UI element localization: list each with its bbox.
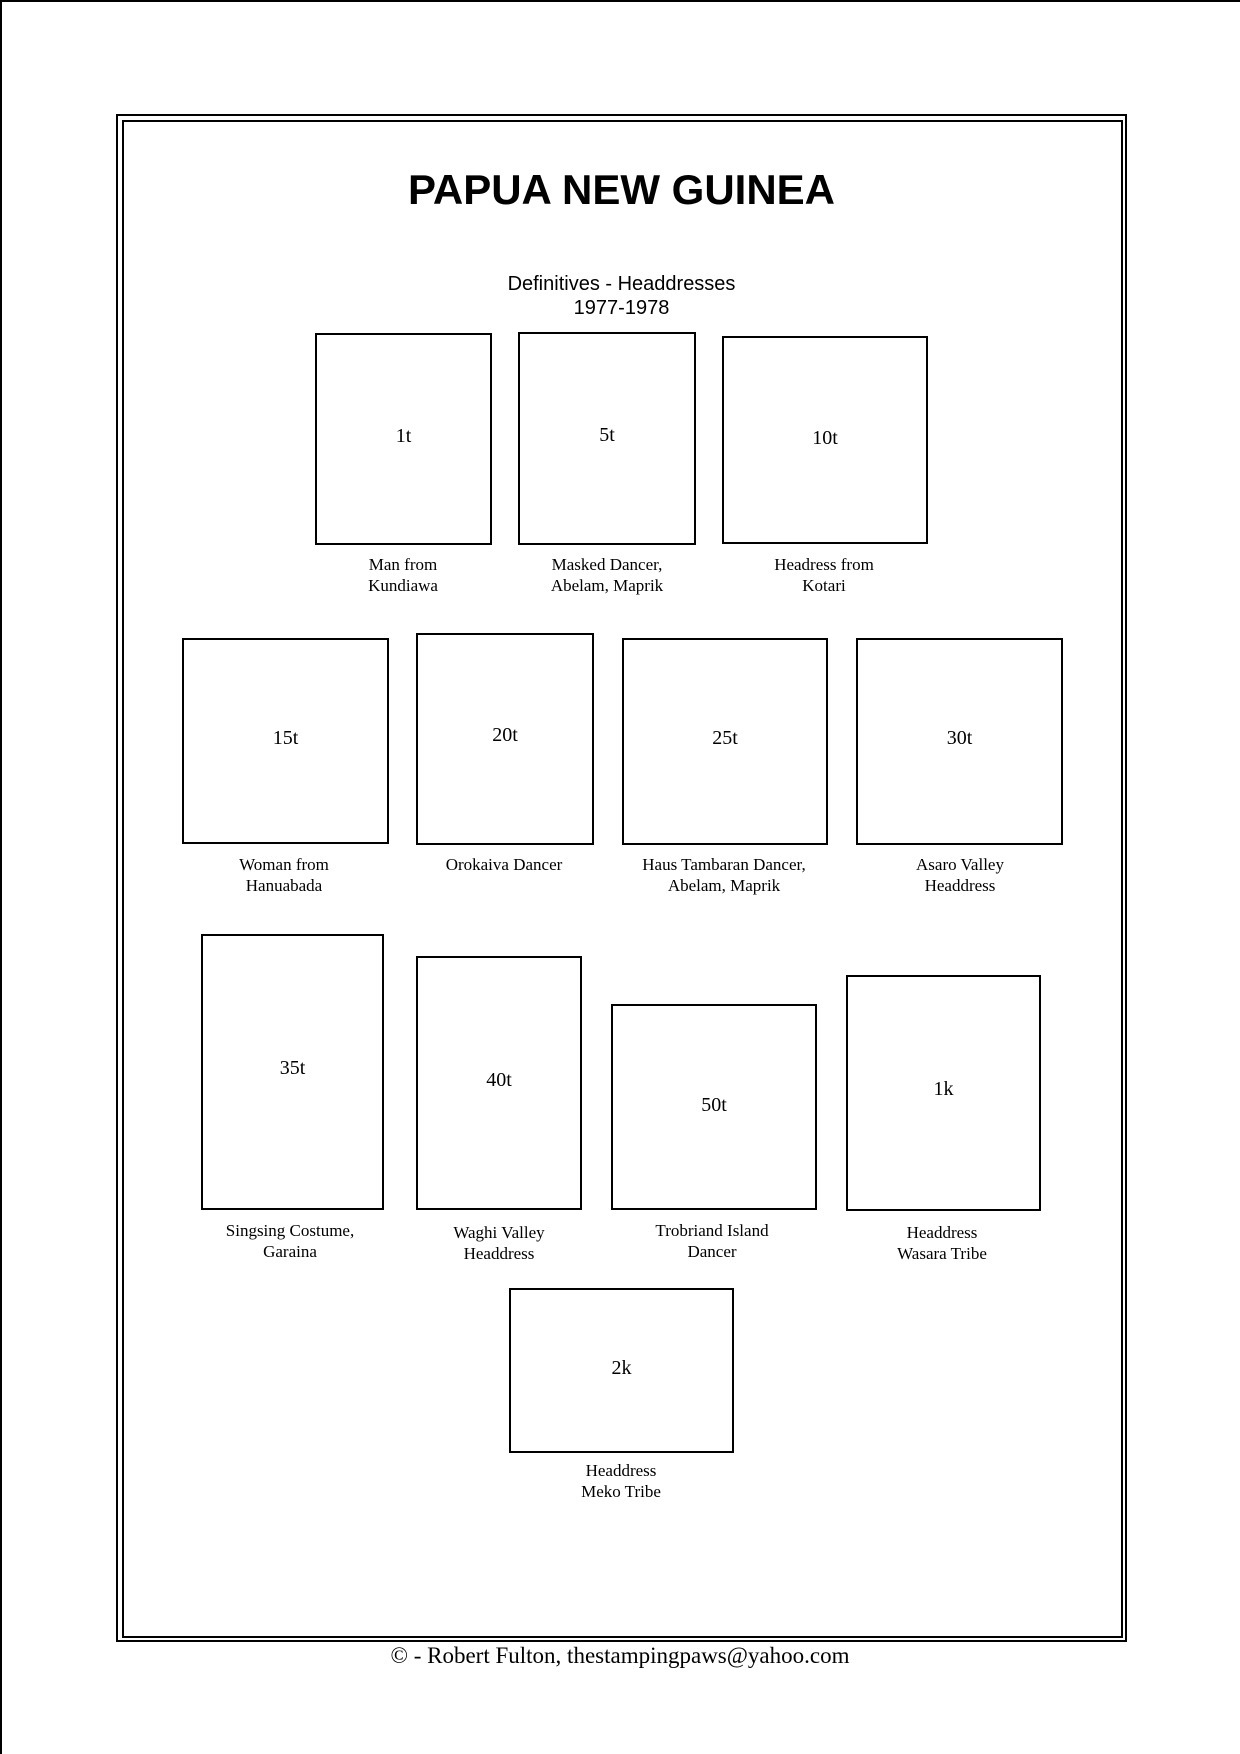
set-title: Definitives - Headdresses bbox=[507, 273, 736, 295]
copyright-footer: © - Robert Fulton, thestampingpaws@yahoo.com bbox=[390, 1643, 850, 1668]
caption-line: Kotari bbox=[802, 576, 846, 595]
set-years: 1977-1978 bbox=[573, 297, 670, 319]
stamp-denomination: 5t bbox=[599, 424, 615, 446]
stamp-denomination: 35t bbox=[279, 1057, 306, 1079]
caption-line: Dancer bbox=[687, 1242, 737, 1261]
caption-line: Abelam, Maprik bbox=[667, 876, 781, 895]
stamp-space bbox=[518, 332, 696, 545]
stamp-space bbox=[416, 633, 594, 845]
page-title: PAPUA NEW GUINEA bbox=[407, 166, 835, 213]
caption-line: Asaro Valley bbox=[916, 855, 1004, 874]
stamp-caption bbox=[184, 854, 384, 896]
caption-line: Haus Tambaran Dancer, bbox=[642, 855, 806, 874]
stamp-denomination: 10t bbox=[812, 427, 838, 449]
stamp-denomination: 20t bbox=[492, 724, 518, 746]
stamp-space bbox=[201, 934, 384, 1210]
stamp-caption bbox=[724, 554, 924, 596]
caption-line: Hanuabada bbox=[245, 876, 323, 895]
caption-line: Singsing Costume, bbox=[225, 1221, 355, 1240]
caption-line: Abelam, Maprik bbox=[550, 576, 664, 595]
stamp-space bbox=[856, 638, 1063, 845]
caption-line: Man from bbox=[368, 555, 438, 574]
stamp-caption bbox=[404, 854, 604, 875]
stamp-caption bbox=[842, 1222, 1042, 1264]
stamp-space bbox=[509, 1288, 734, 1453]
stamp-caption bbox=[507, 554, 707, 596]
caption-line: Headdress bbox=[924, 876, 996, 895]
stamp-space bbox=[315, 333, 492, 545]
caption-line: Headress from bbox=[774, 555, 874, 574]
stamp-denomination: 40t bbox=[486, 1069, 512, 1091]
caption-line: Headdress bbox=[585, 1461, 657, 1480]
caption-line: Kundiawa bbox=[368, 576, 438, 595]
stamp-space bbox=[416, 956, 582, 1210]
stamp-caption bbox=[190, 1220, 390, 1262]
caption-line: Waghi Valley bbox=[453, 1223, 545, 1242]
stamp-caption bbox=[399, 1222, 599, 1264]
caption-line: Wasara Tribe bbox=[897, 1244, 987, 1263]
stamp-denomination: 1k bbox=[933, 1078, 954, 1100]
stamp-denomination: 50t bbox=[701, 1094, 727, 1116]
stamp-caption bbox=[860, 854, 1060, 896]
stamp-space bbox=[722, 336, 928, 544]
caption-line: Trobriand Island bbox=[655, 1221, 769, 1240]
stamp-caption bbox=[612, 1220, 812, 1262]
stamp-denomination: 1t bbox=[395, 425, 412, 447]
caption-line: Headdress bbox=[906, 1223, 978, 1242]
stamp-space bbox=[182, 638, 389, 844]
caption-line: Headdress bbox=[463, 1244, 535, 1263]
stamp-denomination: 15t bbox=[272, 727, 299, 749]
caption-line: Woman from bbox=[239, 855, 329, 874]
stamp-space bbox=[846, 975, 1041, 1211]
stamp-space bbox=[622, 638, 828, 845]
stamp-denomination: 25t bbox=[712, 727, 738, 749]
caption-line: Orokaiva Dancer bbox=[445, 855, 563, 874]
stamp-caption bbox=[521, 1460, 721, 1502]
stamp-caption bbox=[303, 554, 503, 596]
stamp-denomination: 2k bbox=[611, 1357, 632, 1379]
stamp-denomination: 30t bbox=[946, 727, 973, 749]
stamp-caption bbox=[614, 854, 834, 896]
caption-line: Meko Tribe bbox=[581, 1482, 661, 1501]
caption-line: Masked Dancer, bbox=[551, 555, 663, 574]
stamp-space bbox=[611, 1004, 817, 1210]
caption-line: Garaina bbox=[263, 1242, 317, 1261]
